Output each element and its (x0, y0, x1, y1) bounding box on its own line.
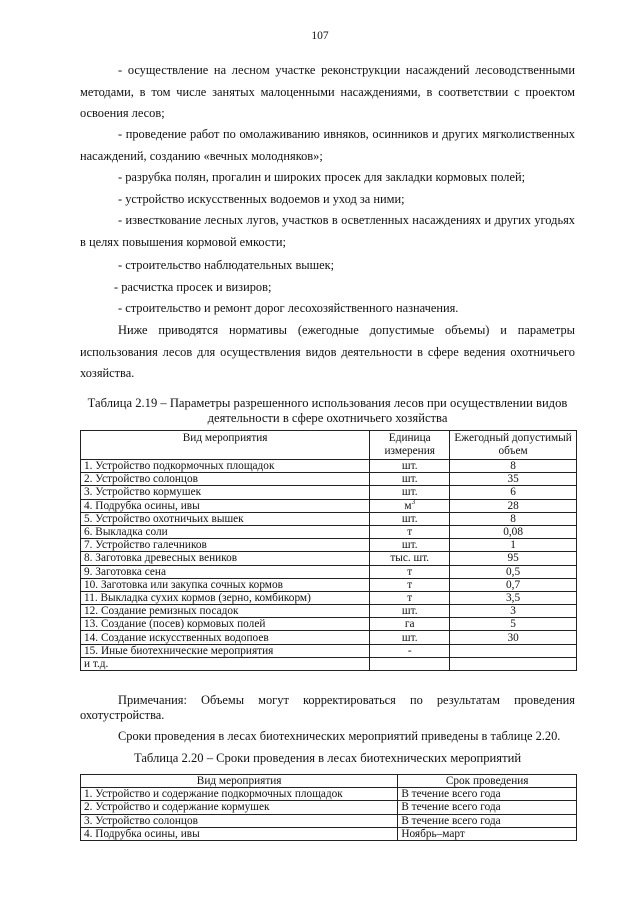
cell: 4. Подрубка осины, ивы (81, 827, 398, 840)
cell: В течение всего года (398, 788, 577, 801)
cell (370, 499, 450, 512)
column-header: Вид мероприятия (81, 431, 370, 460)
table-row (81, 618, 577, 631)
cell: В течение всего года (398, 801, 577, 814)
cell: 0,08 (450, 525, 577, 538)
table-row (81, 644, 577, 657)
cell: шт. (370, 512, 450, 525)
table-caption: Таблица 2.19 – Параметры разрешенного использования лесов при осуществлении видов деятельности в сфере охотничьего хозяйства (87, 396, 568, 425)
paragraph: - устройство искусственных водоемов и уход за ними; (118, 192, 405, 206)
cell: 1 (450, 539, 577, 552)
cell: 95 (450, 552, 577, 565)
table-row (81, 657, 577, 670)
table-row (81, 512, 577, 525)
unit-text: м (404, 499, 412, 512)
cell: 5. Устройство охотничьих вышек (81, 512, 370, 525)
table-row (81, 525, 577, 538)
table-row (81, 788, 577, 801)
cell: 8 (450, 512, 577, 525)
cell: 1. Устройство и содержание подкормочных площадок (81, 788, 398, 801)
column-header: Ежегодный допустимый объем (450, 431, 577, 460)
table-row (81, 539, 577, 552)
table-row (81, 631, 577, 644)
cell: 6. Выкладка соли (81, 525, 370, 538)
page-number: 107 (311, 30, 329, 42)
cell: В течение всего года (398, 814, 577, 827)
table-row (81, 814, 577, 827)
cell: т (370, 578, 450, 591)
cell: шт. (370, 605, 450, 618)
cell: т (370, 525, 450, 538)
cell: 3. Устройство кормушек (81, 486, 370, 499)
table-row (81, 605, 577, 618)
table-row (81, 801, 577, 814)
cell: 14. Создание искусственных водопоев (81, 631, 370, 644)
cell: и т.д. (81, 657, 370, 670)
cell: 10. Заготовка или закупка сочных кормов (81, 578, 370, 591)
cell: 1. Устройство подкормочных площадок (81, 460, 370, 473)
cell: 6 (450, 486, 577, 499)
cell: 0,5 (450, 565, 577, 578)
column-header: Единица измерения (370, 431, 450, 460)
column-header: Вид мероприятия (81, 775, 398, 788)
cell: шт. (370, 486, 450, 499)
paragraph: - строительство наблюдательных вышек; (118, 258, 335, 272)
cell: шт. (370, 631, 450, 644)
table-row (81, 591, 577, 604)
column-header: Срок проведения (398, 775, 577, 788)
cell: 0,7 (450, 578, 577, 591)
table-row (81, 578, 577, 591)
cell: т (370, 565, 450, 578)
paragraph: Сроки проведения в лесах биотехнических мероприятий приведены в таблице 2.20. (118, 729, 561, 743)
unit-superscript: 3 (411, 497, 416, 506)
notes: Примечания: Объемы могут корректироваться по результатам проведения охотустройства. (80, 693, 575, 722)
cell: 3. Устройство солонцов (81, 814, 398, 827)
cell: 11. Выкладка сухих кормов (зерно, комбикорм) (81, 591, 370, 604)
paragraph: - известкование лесных лугов, участков в осветленных насаждениях и других угодьях в целях повышения кормовой емкости; (80, 213, 575, 249)
cell: 12. Создание ремизных посадок (81, 605, 370, 618)
cell: 5 (450, 618, 577, 631)
paragraph: - осуществление на лесном участке реконструкции насаждений лесоводственными методами, в том числе занятых малоценными насаждениями, в соответствии с проектом освоения лесов; (80, 63, 575, 120)
cell: 9. Заготовка сена (81, 565, 370, 578)
table-caption: Таблица 2.20 – Сроки проведения в лесах биотехнических мероприятий (133, 751, 522, 765)
cell: 2. Устройство солонцов (81, 473, 370, 486)
table-row (81, 486, 577, 499)
cell: - (370, 644, 450, 657)
cell: 35 (450, 473, 577, 486)
cell: т (370, 591, 450, 604)
paragraph: - расчистка просек и визиров; (114, 280, 272, 294)
paragraph: - проведение работ по омолаживанию ивняков, осинников и других мягколиственных насаждений, созданию «вечных молодняков»; (80, 127, 575, 163)
cell: 2. Устройство и содержание кормушек (81, 801, 398, 814)
cell: шт. (370, 473, 450, 486)
table-row (81, 460, 577, 473)
paragraph: - строительство и ремонт дорог лесохозяйственного назначения. (118, 301, 459, 315)
cell: га (370, 618, 450, 631)
table-row (81, 565, 577, 578)
cell: 15. Иные биотехнические мероприятия (81, 644, 370, 657)
schedule-table (80, 774, 577, 841)
cell: 30 (450, 631, 577, 644)
cell: шт. (370, 539, 450, 552)
cell: 8 (450, 460, 577, 473)
cell: 3 (450, 605, 577, 618)
cell: 8. Заготовка древесных веников (81, 552, 370, 565)
paragraph: - разрубка полян, прогалин и широких просек для закладки кормовых полей; (118, 170, 526, 184)
cell: тыс. шт. (370, 552, 450, 565)
parameters-table (80, 430, 577, 671)
cell: 7. Устройство галечников (81, 539, 370, 552)
cell: 3,5 (450, 591, 577, 604)
table-row (81, 499, 577, 512)
cell: Ноябрь–март (398, 827, 577, 840)
cell: 4. Подрубка осины, ивы (81, 499, 370, 512)
cell (450, 657, 577, 670)
cell: шт. (370, 460, 450, 473)
cell: 28 (450, 499, 577, 512)
cell: 13. Создание (посев) кормовых полей (81, 618, 370, 631)
table-row (81, 552, 577, 565)
cell (450, 644, 577, 657)
cell (370, 657, 450, 670)
table-row (81, 827, 577, 840)
paragraph: Ниже приводятся нормативы (ежегодные допустимые объемы) и параметры использования лесов для осуществления видов деятельности в сфере ведения охотничьего хозяйства. (80, 323, 575, 380)
table-row (81, 473, 577, 486)
